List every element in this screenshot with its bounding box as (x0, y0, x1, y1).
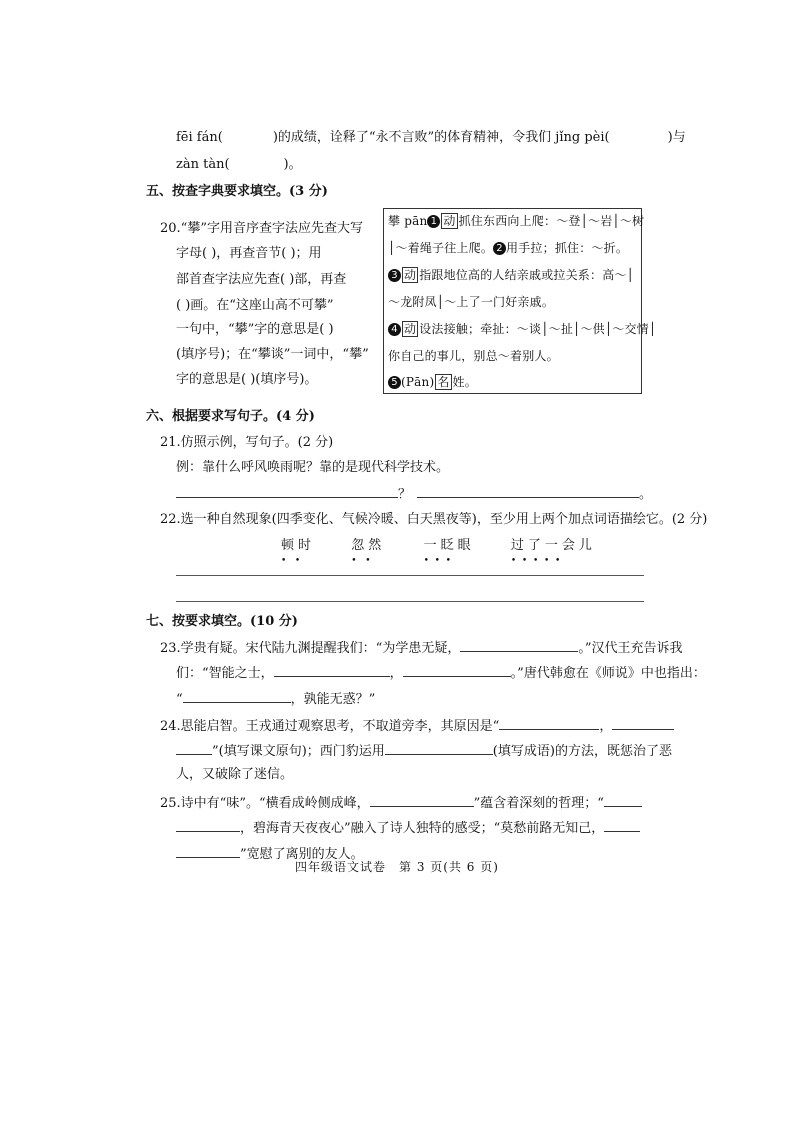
q23-blank-1[interactable] (460, 637, 578, 652)
q20-line: ( )画。在“这座山高不可攀” (176, 298, 334, 313)
q24-text: ”(填写课文原句)；西门豹运用 (212, 744, 385, 759)
q22-words (281, 536, 596, 566)
dict-sense-text: 用手拉；抓住：～折。 (506, 241, 629, 255)
q24-line-3: 人，又破除了迷信。 (176, 767, 294, 782)
top-line-1-end: )与 (667, 130, 686, 145)
dotted-word: 忽然 • • (351, 538, 386, 566)
q25-text: 25.诗中有“味”。“横看成岭侧成峰， (160, 796, 370, 811)
q22-answer-line-1[interactable] (176, 575, 644, 576)
q23-blank-2[interactable] (274, 662, 390, 677)
q24-text: 24.思能启智。王戎通过观察思考，不取道旁李，其原因是“ (160, 719, 500, 734)
q23-blank-3[interactable] (403, 662, 511, 677)
dotted-word: 一眨眼 • • • (423, 538, 475, 566)
q23-text: ， (389, 666, 403, 681)
top-line-1 (176, 128, 686, 148)
pinyin-feifan: fēi fán( (176, 130, 223, 145)
pos-tag: 动 (404, 322, 417, 336)
q25-blank-1[interactable] (370, 792, 474, 807)
q25-blank-2[interactable] (604, 792, 642, 807)
period-mark: 。 (639, 487, 653, 502)
q20-line: 20.“攀”字用音序查字法应先查大写 (160, 221, 363, 236)
dotted-word: 过了一会儿 • • • • • (510, 538, 596, 566)
dict-sense-text: 你自己的事儿，别总～着别人。 (388, 349, 559, 363)
q24-blank-3[interactable] (176, 740, 212, 755)
dict-line-6 (388, 347, 559, 365)
dict-sense-text: 指跟地位高的人结亲戚或拉关系：高～│ (419, 268, 635, 282)
q25-line-1 (160, 792, 642, 814)
q25-blank-4[interactable] (604, 817, 640, 832)
dict-sense-text: │～着绳子往上爬。 (388, 241, 494, 255)
q25-line-2 (176, 817, 640, 839)
pos-tag: 动 (443, 214, 456, 228)
q23-text: 。”汉代王充告诉我 (578, 641, 683, 656)
q20-line: 部首查字法应先查( )部，再查 (176, 272, 347, 287)
pos-tag: 动 (404, 268, 417, 282)
section-6-heading: 六、根据要求写句子。(4 分) (146, 409, 315, 424)
dict-line-4 (388, 293, 554, 311)
q23-text: 们：“智能之士， (176, 666, 274, 681)
top-line-1-text: )的成绩，诠释了“永不言败”的体育精神，令我们 jǐng pèi( (272, 130, 610, 145)
q20-line: 字母( )，再查音节( )；用 (176, 246, 322, 261)
dict-line-2 (388, 239, 628, 257)
q25-text: ，碧海青天夜夜心”融入了诗人独特的感受；“莫愁前路无知己， (240, 821, 605, 836)
q20-line: (填序号)；在“攀谈”一词中，“攀” (176, 347, 369, 362)
dict-sense-text: 设法接触；牵扯：～谈│～扯│～供│～交情│ (419, 322, 657, 336)
q25-blank-5[interactable] (176, 843, 240, 858)
q24-text: (填写成语)的方法，既惩治了恶 (492, 744, 672, 759)
q23-text: ，孰能无惑？” (290, 692, 376, 707)
sense-number-2: 2 (493, 242, 506, 255)
dict-pinyin-surname: (Pān) (401, 375, 435, 389)
dict-sense-text: 抓住东西向上爬：～登│～岩│～树 (458, 214, 645, 228)
sense-number-1: 1 (427, 215, 440, 228)
sense-number-5: 5 (388, 376, 401, 389)
q24-blank-2[interactable] (612, 715, 674, 730)
section-7-heading: 七、按要求填空。(10 分) (146, 614, 298, 629)
q23-text: 23.学贵有疑。宋代陆九渊提醒我们：“为学患无疑， (160, 641, 461, 656)
pinyin-zantan: zàn tàn( (176, 157, 230, 172)
q24-blank-4[interactable] (385, 740, 493, 755)
q22-answer-line-2[interactable] (176, 601, 644, 602)
dictionary-entry-box (383, 208, 657, 394)
dict-headword: 攀 pān (388, 214, 428, 228)
dict-sense-text: ～龙附凤│～上了一门好亲戚。 (388, 295, 555, 309)
top-line-2 (176, 155, 302, 175)
q22-prompt: 22.选一种自然现象(四季变化、气候冷暖、白天黑夜等)，至少用上两个加点词语描绘它。(2 分) (160, 512, 708, 527)
q24-line-1 (160, 715, 674, 737)
q24-line-2 (176, 740, 672, 762)
q24-text: ， (599, 719, 613, 734)
q23-line-2 (176, 662, 706, 684)
pos-tag: 名 (437, 375, 450, 389)
sense-number-3: 3 (388, 269, 401, 282)
q21-example: 例：靠什么呼风唤雨呢？靠的是现代科学技术。 (176, 460, 450, 475)
dict-line-5 (388, 320, 656, 338)
q21-prompt: 21.仿照示例，写句子。(2 分) (160, 435, 334, 450)
q21-blank-1[interactable] (176, 483, 398, 498)
question-mark: ？ (398, 487, 412, 502)
q21-blank-2[interactable] (417, 483, 639, 498)
q23-line-1 (160, 637, 682, 659)
q23-text: 。”唐代韩愈在《师说》中也指出： (510, 666, 706, 681)
q20-line: 一句中，“攀”字的意思是( ) (176, 322, 334, 337)
q23-text: “ (176, 692, 183, 707)
top-line-2-end: )。 (283, 157, 302, 172)
q25-blank-3[interactable] (176, 817, 240, 832)
page-footer: 四年级语文试卷 第 3 页(共 6 页) (295, 860, 499, 874)
q25-text: ”宽慰了离别的友人。 (240, 847, 364, 862)
section-5-heading: 五、按查字典要求填空。(3 分) (146, 184, 328, 199)
dotted-word: 顿时 • • (281, 538, 316, 566)
dict-sense-text: 姓。 (452, 375, 477, 389)
sense-number-4: 4 (388, 323, 401, 336)
q21-answer-line (176, 483, 652, 505)
q23-blank-4[interactable] (183, 688, 291, 703)
q24-blank-1[interactable] (499, 715, 599, 730)
q23-line-3 (176, 688, 375, 710)
q25-text: ”蕴含着深刻的哲理；“ (473, 796, 604, 811)
dict-line-3 (388, 266, 634, 284)
dict-line-7 (388, 373, 477, 391)
dict-line-1 (388, 212, 644, 230)
q20-line: 字的意思是( )(填序号)。 (176, 372, 318, 387)
